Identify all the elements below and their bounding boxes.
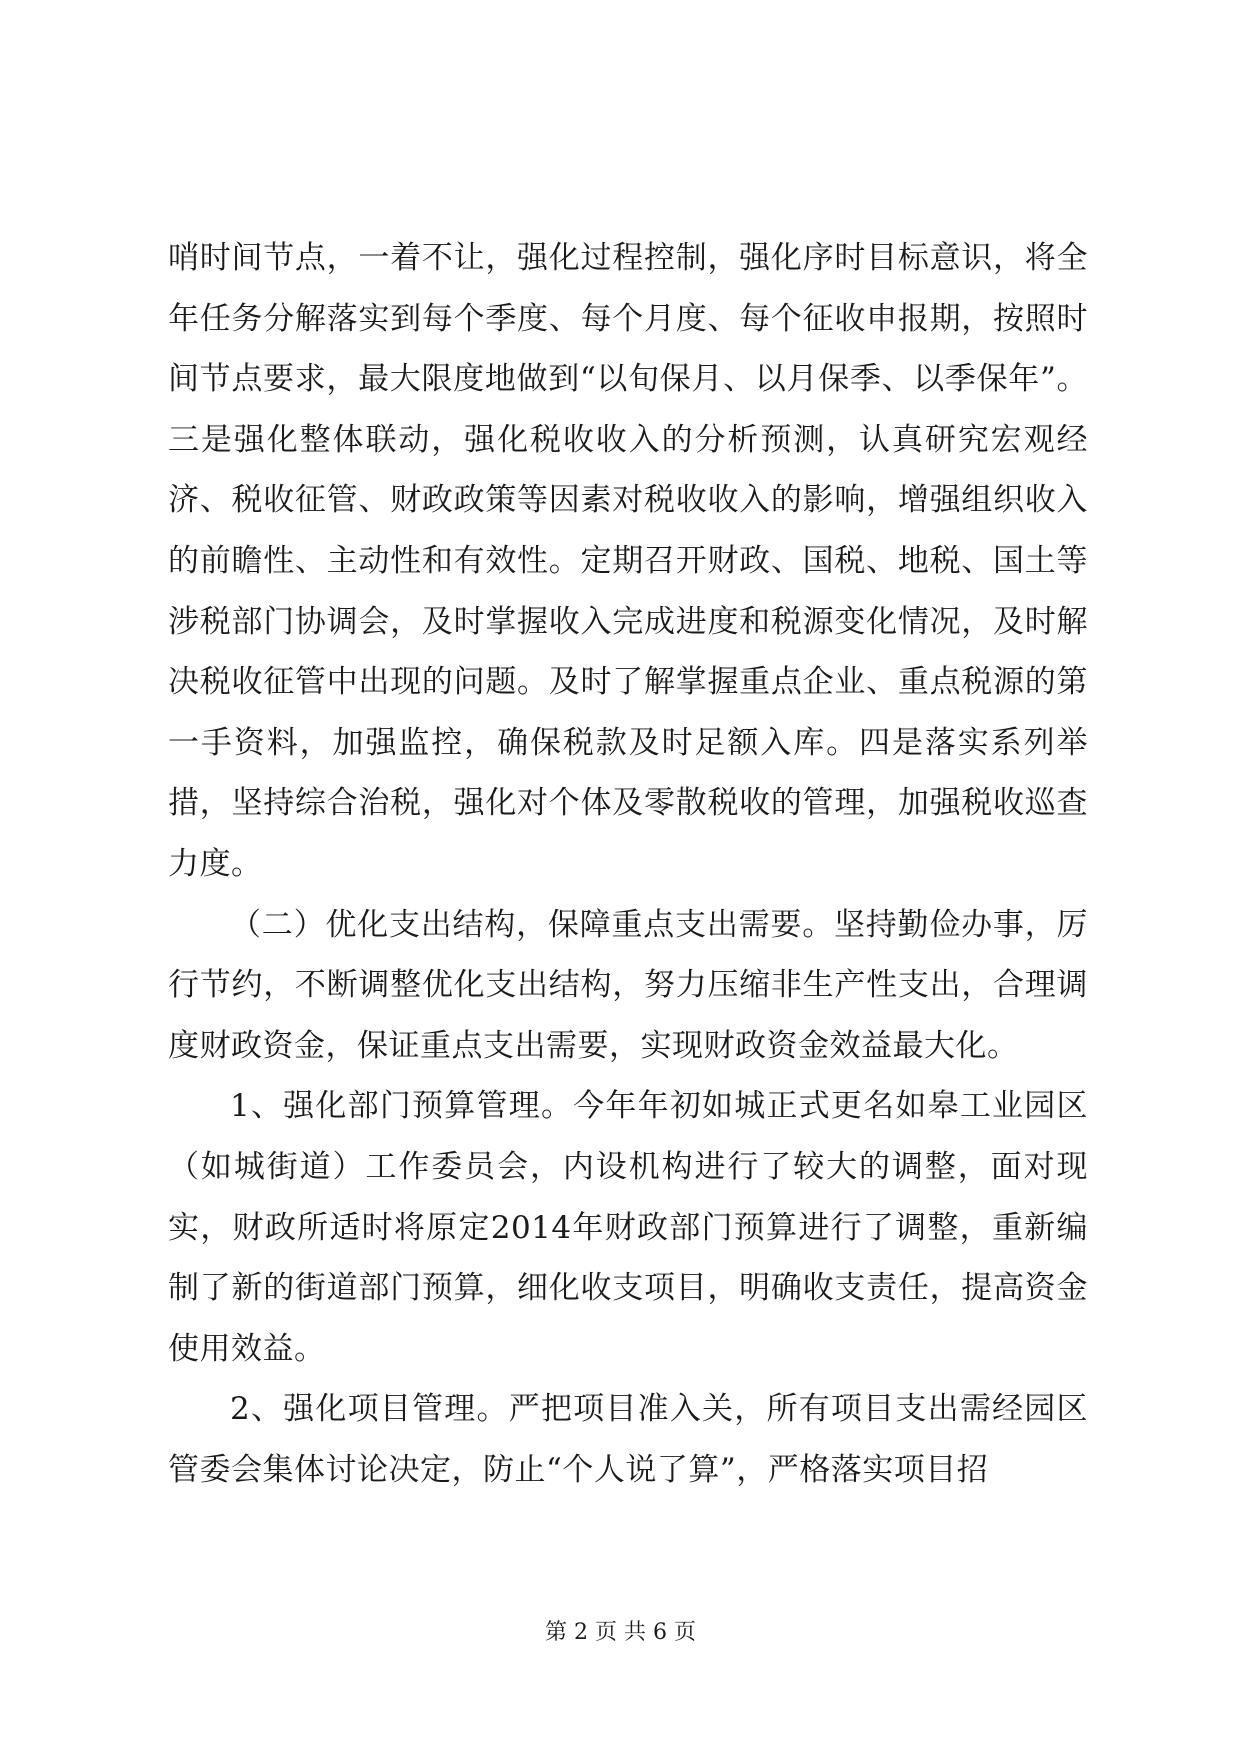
paragraph-2: （二）优化支出结构，保障重点支出需要。坚持勤俭办事，厉行节约，不断调整优化支出结构，努力压缩非生产性支出，合理调度财政资金，保证重点支出需要，实现财政资金效益最大化。: [168, 906, 1088, 1064]
paragraph-4: 2、强化项目管理。严把项目准入关，所有项目支出需经园区管委会集体讨论决定，防止“个人说了算”，严格落实项目招: [168, 1391, 1088, 1488]
paragraph-1: 哨时间节点，一着不让，强化过程控制，强化序时目标意识，将全年任务分解落实到每个季度、每个月度、每个征收申报期，按照时间节点要求，最大限度地做到“以旬保月、以月保季、以季保年”。三是强化整体联动，强化税收收入的分析预测，认真研究宏观经济、税收征管、财政政策等因素对税收收入的影响，增强组织收入的前瞻性、主动性和有效性。定期召开财政、国税、地税、国土等涉税部门协调会，及时掌握收入完成进度和税源变化情况，及时解决税收征管中出现的问题。及时了解掌握重点企业、重点税源的第一手资料，加强监控，确保税款及时足额入库。四是落实系列举措，坚持综合治税，强化对个体及零散税收的管理，加强税收巡查力度。: [168, 240, 1088, 882]
document-body: [168, 228, 1088, 1500]
paragraph-3: 1、强化部门预算管理。今年年初如城正式更名如皋工业园区（如城街道）工作委员会，内设机构进行了较大的调整，面对现实，财政所适时将原定2014年财政部门预算进行了调整，重新编制了新的街道部门预算，细化收支项目，明确收支责任，提高资金使用效益。: [168, 1088, 1088, 1367]
page-footer: 第 2 页 共 6 页: [545, 1620, 696, 1645]
